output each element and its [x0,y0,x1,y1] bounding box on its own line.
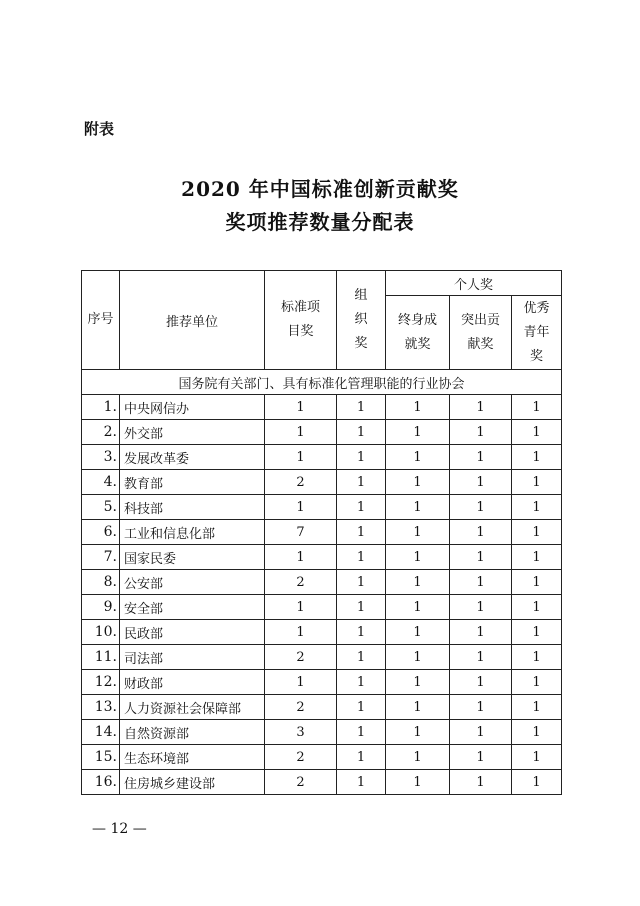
outstanding-quota: 1 [450,470,512,495]
table-row [82,670,562,695]
recommending-unit: 国家民委 [120,545,265,570]
recommending-unit: 财政部 [120,670,265,695]
outstanding-quota: 1 [450,670,512,695]
youth-quota: 1 [512,470,562,495]
recommending-unit: 发展改革委 [120,445,265,470]
table-row [82,720,562,745]
outstanding-quota: 1 [450,570,512,595]
standard-project-quota: 1 [265,395,337,420]
organization-quota: 1 [337,770,386,795]
standard-project-quota: 2 [265,570,337,595]
organization-quota: 1 [337,570,386,595]
youth-quota: 1 [512,670,562,695]
outstanding-quota: 1 [450,595,512,620]
standard-project-quota: 7 [265,520,337,545]
outstanding-quota: 1 [450,695,512,720]
lifetime-quota: 1 [386,670,450,695]
youth-quota: 1 [512,770,562,795]
outstanding-quota: 1 [450,620,512,645]
youth-quota: 1 [512,720,562,745]
organization-quota: 1 [337,470,386,495]
table-row [82,495,562,520]
lifetime-quota: 1 [386,445,450,470]
header-organization-label: 组织奖 [354,288,368,351]
recommending-unit: 人力资源社会保障部 [120,695,265,720]
lifetime-quota: 1 [386,395,450,420]
header-outstanding-label: 突出贡献奖 [460,312,500,352]
lifetime-quota: 1 [386,645,450,670]
table-row [82,745,562,770]
table-row [82,470,562,495]
youth-quota: 1 [512,520,562,545]
standard-project-quota: 2 [265,770,337,795]
row-number: 3. [82,445,120,470]
outstanding-quota: 1 [450,520,512,545]
row-number: 7. [82,545,120,570]
lifetime-quota: 1 [386,420,450,445]
row-number: 16. [82,770,120,795]
standard-project-quota: 1 [265,670,337,695]
recommending-unit: 中央网信办 [120,395,265,420]
organization-quota: 1 [337,395,386,420]
row-number: 4. [82,470,120,495]
page-number: — 12 — [92,821,147,837]
recommending-unit: 教育部 [120,470,265,495]
recommending-unit: 自然资源部 [120,720,265,745]
table-row [82,695,562,720]
recommending-unit: 工业和信息化部 [120,520,265,545]
organization-quota: 1 [337,520,386,545]
row-number: 14. [82,720,120,745]
header-youth-label: 优秀青年奖 [523,300,550,364]
outstanding-quota: 1 [450,645,512,670]
standard-project-quota: 1 [265,620,337,645]
lifetime-quota: 1 [386,620,450,645]
table-row [82,420,562,445]
organization-quota: 1 [337,670,386,695]
recommending-unit: 生态环境部 [120,745,265,770]
header-standard-project [265,271,337,370]
recommending-unit: 住房城乡建设部 [120,770,265,795]
lifetime-quota: 1 [386,545,450,570]
table-row [82,645,562,670]
header-individual: 个人奖 [386,271,562,296]
lifetime-quota: 1 [386,570,450,595]
youth-quota: 1 [512,695,562,720]
youth-quota: 1 [512,495,562,520]
header-youth [512,296,562,370]
lifetime-quota: 1 [386,470,450,495]
youth-quota: 1 [512,570,562,595]
row-number: 2. [82,420,120,445]
outstanding-quota: 1 [450,770,512,795]
row-number: 10. [82,620,120,645]
recommending-unit: 安全部 [120,595,265,620]
header-organization [337,271,386,370]
standard-project-quota: 1 [265,420,337,445]
organization-quota: 1 [337,595,386,620]
organization-quota: 1 [337,695,386,720]
organization-quota: 1 [337,745,386,770]
standard-project-quota: 1 [265,495,337,520]
standard-project-quota: 2 [265,745,337,770]
document-title-line-1: 2020 年中国标准创新贡献奖 [181,177,459,201]
youth-quota: 1 [512,620,562,645]
recommending-unit: 民政部 [120,620,265,645]
organization-quota: 1 [337,620,386,645]
youth-quota: 1 [512,445,562,470]
outstanding-quota: 1 [450,395,512,420]
table-row [82,570,562,595]
youth-quota: 1 [512,645,562,670]
lifetime-quota: 1 [386,770,450,795]
outstanding-quota: 1 [450,720,512,745]
header-lifetime [386,296,450,370]
outstanding-quota: 1 [450,545,512,570]
table-row [82,445,562,470]
standard-project-quota: 1 [265,445,337,470]
table-row [82,545,562,570]
allocation-table [81,270,562,795]
recommending-unit: 公安部 [120,570,265,595]
lifetime-quota: 1 [386,695,450,720]
table-row [82,595,562,620]
header-outstanding [450,296,512,370]
row-number: 11. [82,645,120,670]
standard-project-quota: 1 [265,595,337,620]
table-row [82,770,562,795]
lifetime-quota: 1 [386,745,450,770]
youth-quota: 1 [512,595,562,620]
row-number: 8. [82,570,120,595]
organization-quota: 1 [337,545,386,570]
document-title-line-2: 奖项推荐数量分配表 [225,210,415,234]
organization-quota: 1 [337,420,386,445]
header-lifetime-label: 终身成就奖 [397,312,437,352]
organization-quota: 1 [337,645,386,670]
table-row [82,520,562,545]
section-title: 国务院有关部门、具有标准化管理职能的行业协会 [82,370,562,395]
row-number: 1. [82,395,120,420]
youth-quota: 1 [512,545,562,570]
row-number: 15. [82,745,120,770]
lifetime-quota: 1 [386,520,450,545]
organization-quota: 1 [337,495,386,520]
recommending-unit: 科技部 [120,495,265,520]
organization-quota: 1 [337,720,386,745]
lifetime-quota: 1 [386,495,450,520]
standard-project-quota: 3 [265,720,337,745]
table-row [82,395,562,420]
standard-project-quota: 2 [265,470,337,495]
outstanding-quota: 1 [450,745,512,770]
row-number: 6. [82,520,120,545]
header-unit: 推荐单位 [120,271,265,370]
outstanding-quota: 1 [450,445,512,470]
outstanding-quota: 1 [450,420,512,445]
standard-project-quota: 2 [265,645,337,670]
youth-quota: 1 [512,395,562,420]
lifetime-quota: 1 [386,720,450,745]
recommending-unit: 外交部 [120,420,265,445]
row-number: 12. [82,670,120,695]
attachment-label: 附表 [84,120,115,138]
standard-project-quota: 1 [265,545,337,570]
recommending-unit: 司法部 [120,645,265,670]
header-standard-project-label: 标准项目奖 [280,300,320,339]
row-number: 9. [82,595,120,620]
youth-quota: 1 [512,420,562,445]
youth-quota: 1 [512,745,562,770]
outstanding-quota: 1 [450,495,512,520]
standard-project-quota: 2 [265,695,337,720]
lifetime-quota: 1 [386,595,450,620]
row-number: 5. [82,495,120,520]
organization-quota: 1 [337,445,386,470]
table-row [82,620,562,645]
row-number: 13. [82,695,120,720]
header-seq: 序号 [82,271,120,370]
